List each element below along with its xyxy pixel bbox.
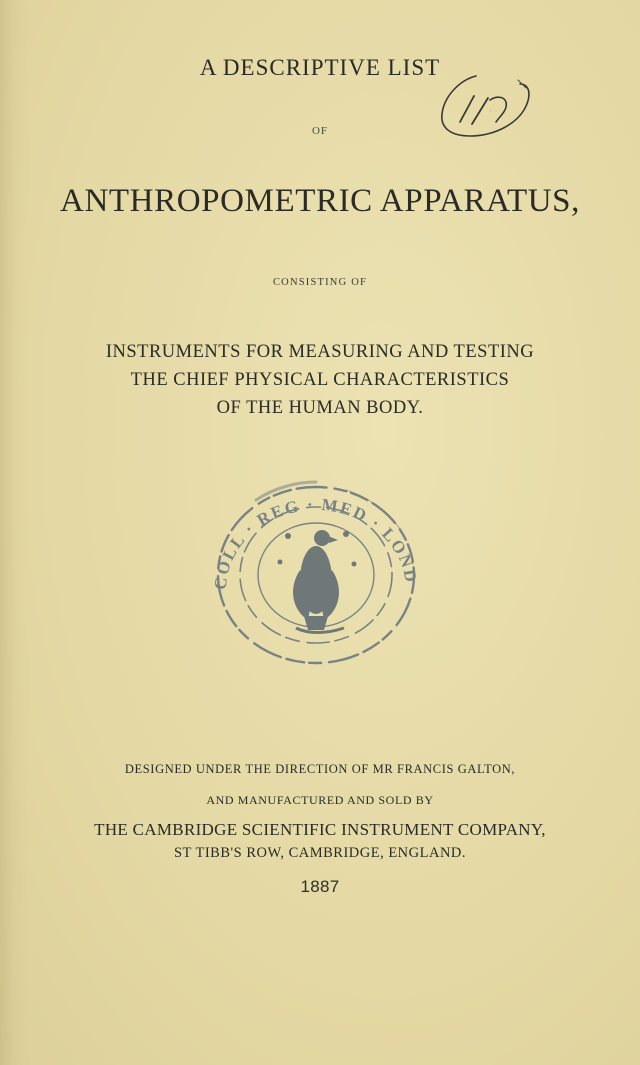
stamp-seal-text: COLL · REG · MED · LOND [210, 494, 421, 591]
subtitle-consisting: CONSISTING OF [272, 277, 368, 288]
company-name: THE CAMBRIDGE SCIENTIFIC INSTRUMENT COMPANY, [94, 820, 546, 839]
handwritten-shelfmark [430, 70, 540, 150]
library-stamp [196, 470, 436, 670]
publication-year: 1887 [300, 877, 340, 896]
designer-credit: DESIGNED UNDER THE DIRECTION OF MR FRANCIS GALTON, [124, 762, 516, 776]
eagle-crest-icon [278, 530, 357, 633]
manufacturer-intro: AND MANUFACTURED AND SOLD BY [206, 793, 434, 807]
company-address: ST TIBB'S ROW, CAMBRIDGE, ENGLAND. [173, 845, 467, 861]
title-line-1: A DESCRIPTIVE LIST [199, 55, 441, 80]
main-title: ANTHROPOMETRIC APPARATUS, [60, 183, 580, 219]
description-line-2: THE CHIEF PHYSICAL CHARACTERISTICS [130, 370, 510, 390]
description-line-3: OF THE HUMAN BODY. [216, 398, 424, 418]
title-line-2: OF [311, 125, 329, 137]
description-line-1: INSTRUMENTS FOR MEASURING AND TESTING [105, 342, 535, 362]
shelfmark-text: // [490, 111, 492, 113]
